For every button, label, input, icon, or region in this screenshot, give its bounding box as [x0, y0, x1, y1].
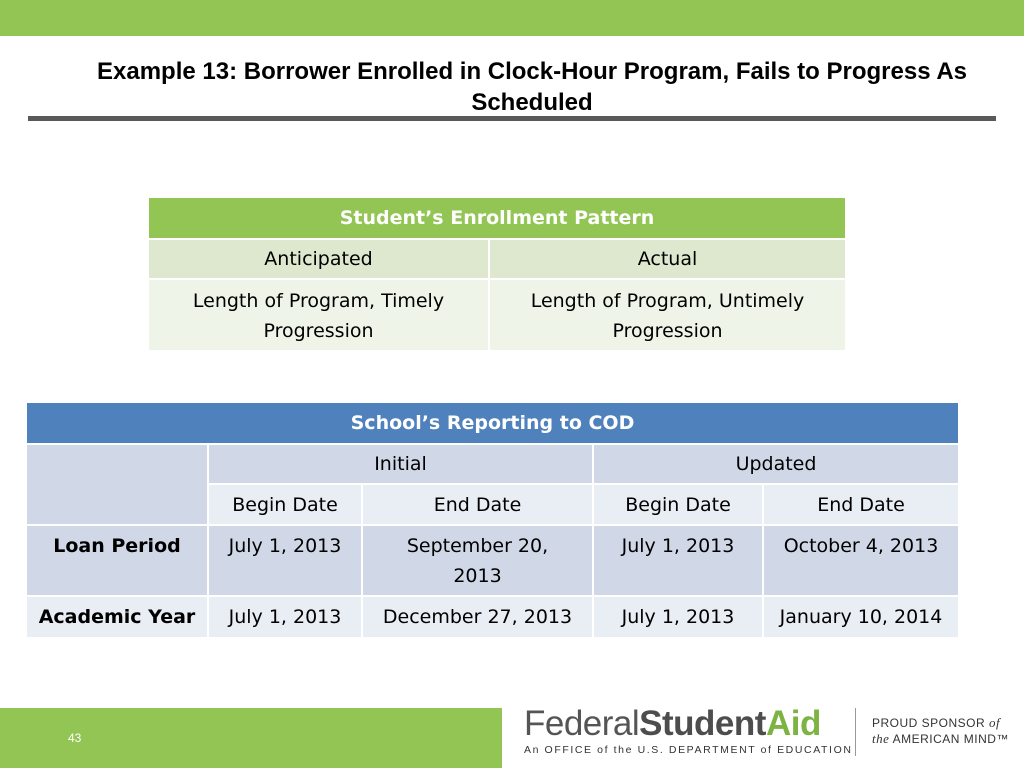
- title-divider: [28, 116, 996, 121]
- top-accent-bar: [0, 0, 1024, 36]
- sponsor-text: [872, 715, 1009, 747]
- column-header-anticipated: Anticipated: [148, 239, 489, 279]
- sponsor-line2-a: the: [872, 731, 890, 746]
- logo-tagline: An OFFICE of the U.S. DEPARTMENT of EDUCATION: [524, 744, 853, 756]
- subheader-updated-begin: Begin Date: [593, 484, 763, 525]
- table-cell: July 1, 2013: [593, 596, 763, 638]
- logo-student: Student: [639, 704, 766, 743]
- table-cell: October 4, 2013: [763, 525, 959, 596]
- table-cell: July 1, 2013: [593, 525, 763, 596]
- slide-title: Example 13: Borrower Enrolled in Clock-Hour Program, Fails to Progress As Scheduled: [97, 58, 967, 116]
- logo-divider: [855, 708, 856, 756]
- table-cell: January 10, 2014: [763, 596, 959, 638]
- page-number: 43: [68, 731, 82, 745]
- logo-aid: Aid: [765, 704, 821, 743]
- cod-reporting-table: [25, 401, 960, 639]
- subheader-initial-begin: Begin Date: [208, 484, 362, 525]
- table-cell: July 1, 2013: [208, 525, 362, 596]
- table-row: [26, 525, 959, 596]
- sponsor-line1-b: of: [989, 715, 1001, 730]
- group-header-updated: Updated: [593, 444, 959, 484]
- table-cell: September 20, 2013: [362, 525, 593, 596]
- table-cell: December 27, 2013: [362, 596, 593, 638]
- column-header-actual: Actual: [489, 239, 846, 279]
- federal-student-aid-logo: [524, 704, 853, 764]
- reporting-table-header: School’s Reporting to COD: [26, 402, 959, 444]
- actual-cell: Length of Program, Untimely Progression: [489, 279, 846, 351]
- subheader-initial-end: End Date: [362, 484, 593, 525]
- subheader-updated-end: End Date: [763, 484, 959, 525]
- sponsor-line2-b: AMERICAN MIND™: [892, 732, 1009, 746]
- table-cell: July 1, 2013: [208, 596, 362, 638]
- sponsor-line1-a: PROUD SPONSOR: [872, 716, 986, 730]
- row-label-loan-period: Loan Period: [26, 525, 208, 596]
- anticipated-cell: Length of Program, Timely Progression: [148, 279, 489, 351]
- empty-corner-cell: [26, 444, 208, 525]
- table-row: [26, 596, 959, 638]
- row-label-academic-year: Academic Year: [26, 596, 208, 638]
- enrollment-table-header: Student’s Enrollment Pattern: [148, 197, 846, 239]
- group-header-initial: Initial: [208, 444, 593, 484]
- enrollment-pattern-table: [147, 196, 847, 352]
- logo-federal: Federal: [524, 704, 640, 743]
